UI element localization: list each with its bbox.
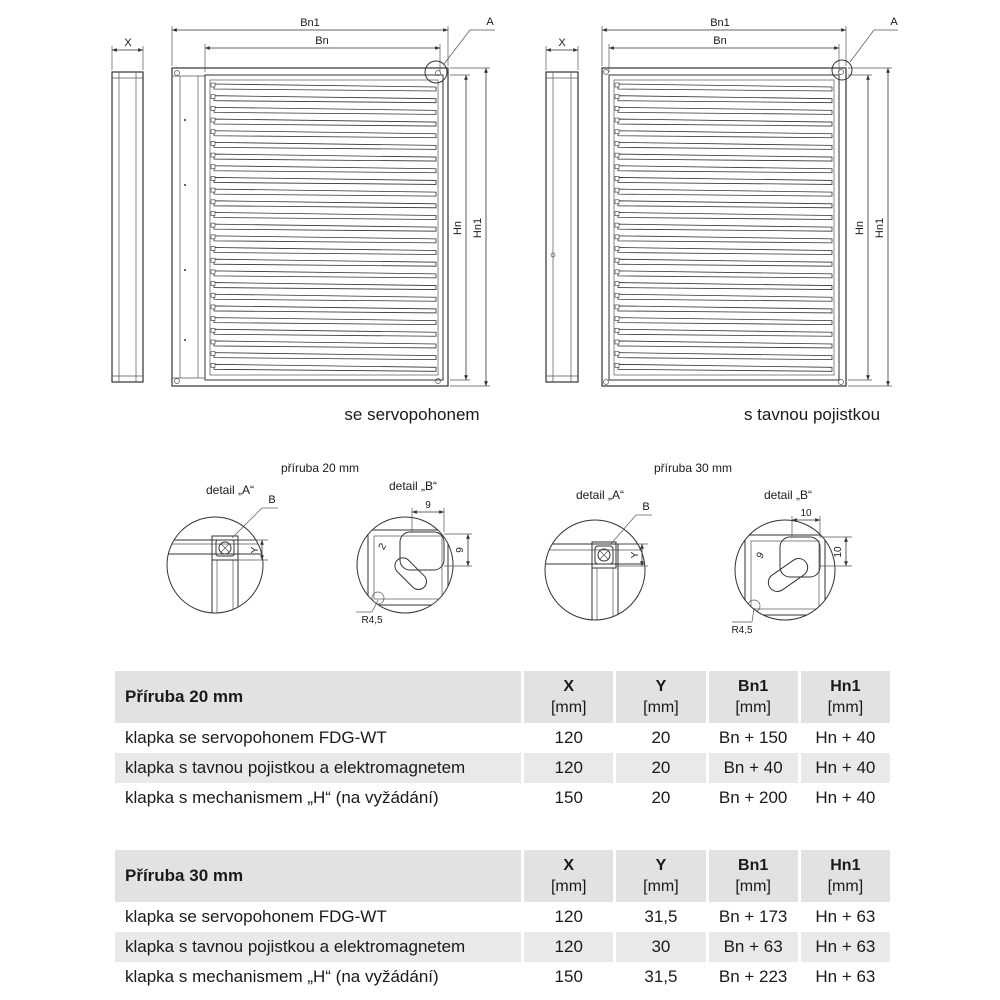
table-row (115, 902, 890, 932)
width-inner-label: Bn (315, 35, 329, 47)
blade-pivot (615, 165, 619, 169)
cell-y: 20 (616, 723, 708, 753)
blade-pivot (211, 83, 215, 87)
table-row (115, 783, 890, 813)
depth-label: X (558, 37, 566, 49)
blade-pivot (615, 293, 619, 297)
dim-b-width: 10 (800, 508, 812, 519)
cell-y: 20 (616, 783, 708, 813)
front-view (602, 68, 846, 386)
blade-pivot (615, 282, 619, 286)
spec-table-flange30 (115, 850, 890, 992)
blade-pivot (615, 247, 619, 251)
detail-a-label: detail „A“ (205, 483, 255, 497)
cell-hn1: Hn + 40 (801, 753, 890, 783)
detail-b-label: detail „B“ (763, 488, 813, 502)
col-header-hn1: Hn1 [mm] (801, 671, 890, 723)
blade-pivot (615, 258, 619, 262)
flange30-title: příruba 30 mm (653, 461, 733, 475)
dim-b-height: 9 (455, 547, 466, 553)
row-label: klapka s mechanismem „H“ (na vyžádání) (115, 962, 524, 992)
cell-hn1: Hn + 63 (815, 907, 876, 926)
col-header-bn1: Bn1 [mm] (709, 671, 801, 723)
side-view (112, 72, 143, 382)
blade-pivot (615, 305, 619, 309)
width-outer-label: Bn1 (710, 17, 730, 29)
cell-y: 30 (616, 932, 708, 962)
cell-bn1: Bn + 63 (709, 932, 801, 962)
blade-pivot (615, 235, 619, 239)
blade-pivot (211, 200, 215, 204)
height-inner-label: Hn (452, 220, 464, 236)
blade-pivot (211, 165, 215, 169)
blade-pivot (211, 106, 215, 110)
blade-pivot (615, 270, 619, 274)
blade-pivot (211, 328, 215, 332)
table-row (115, 932, 890, 962)
blade-pivot (615, 118, 619, 122)
row-label: klapka s mechanismem „H“ (na vyžádání) (115, 783, 524, 813)
blade-pivot (615, 340, 619, 344)
depth-label: X (124, 37, 132, 49)
blade-pivot (615, 141, 619, 145)
side-view (546, 72, 578, 382)
row-label: klapka s tavnou pojistkou a elektromagnetem (115, 753, 524, 783)
table-row (115, 962, 890, 992)
table-header-row (115, 850, 890, 902)
blade-pivot (615, 153, 619, 157)
blade-pivot (211, 317, 215, 321)
height-outer-label: Hn1 (874, 217, 886, 239)
blade-pivot (615, 95, 619, 99)
blade-pivot (211, 293, 215, 297)
blade-pivot (211, 223, 215, 227)
dim-y: Y (630, 551, 641, 559)
blade-pivot (211, 118, 215, 122)
dim-b-height: 10 (833, 546, 844, 558)
cell-y: 20 (616, 753, 708, 783)
cell-hn1: Hn + 40 (815, 788, 876, 807)
width-outer-label: Bn1 (300, 17, 320, 29)
cell-y: 31,5 (616, 962, 708, 992)
damper-servo-drawing (112, 16, 495, 424)
detail-a-ref: A (486, 16, 494, 28)
blade-pivot (211, 188, 215, 192)
flange20-title: příruba 20 mm (280, 461, 360, 475)
blade-pivot (615, 83, 619, 87)
detail-a-label: detail „A“ (575, 488, 625, 502)
detail-ref-b: B (642, 501, 650, 513)
blade-pivot (615, 352, 619, 356)
blade-pivot (211, 340, 215, 344)
table-row (115, 753, 890, 783)
blade-pivot (211, 363, 215, 367)
dim-b-depth: 9 (754, 550, 767, 561)
flange20-detail-b (356, 479, 472, 626)
blade-pivot (211, 211, 215, 215)
cell-x: 150 (524, 962, 616, 992)
blade-pivot (211, 153, 215, 157)
spec-table-flange20 (115, 671, 890, 813)
cell-bn1: Bn + 150 (709, 723, 801, 753)
cell-hn1: Hn + 40 (815, 728, 876, 747)
col-header-x: X [mm] (524, 671, 616, 723)
detail-b-label: detail „B“ (388, 479, 438, 493)
blade-pivot (211, 270, 215, 274)
table-row (115, 723, 890, 753)
table-title: Příruba 30 mm (115, 850, 524, 902)
cell-bn1: Bn + 200 (709, 783, 801, 813)
col-header-y: Y [mm] (616, 671, 708, 723)
caption-fuse: s tavnou pojistkou (743, 405, 881, 424)
flange30-detail-a (540, 488, 660, 634)
damper-fuse-drawing (546, 16, 898, 424)
row-label: klapka se servopohonem FDG-WT (115, 723, 524, 753)
col-header-y: Y [mm] (616, 850, 708, 902)
flange20-detail-a (160, 483, 280, 630)
blade-pivot (615, 317, 619, 321)
blade-pivot (615, 223, 619, 227)
cell-x: 120 (524, 932, 616, 962)
cell-hn1: Hn + 63 (801, 932, 890, 962)
dim-b-radius: R4,5 (361, 615, 383, 626)
blade-pivot (615, 188, 619, 192)
blade-pivot (211, 258, 215, 262)
blade-pivot (615, 130, 619, 134)
col-header-x: X [mm] (524, 850, 616, 902)
blade-pivot (211, 141, 215, 145)
height-inner-label: Hn (854, 220, 866, 236)
detail-a-ref: A (890, 16, 898, 28)
cell-y: 31,5 (616, 902, 708, 932)
flange30-detail-b (731, 488, 852, 636)
blade-pivot (211, 95, 215, 99)
dim-b-depth: 2 (376, 541, 389, 552)
cell-hn1: Hn + 63 (815, 967, 876, 986)
dim-b-radius: R4,5 (731, 625, 753, 636)
dim-y: Y (250, 546, 261, 554)
blade-pivot (615, 328, 619, 332)
blade-pivot (615, 363, 619, 367)
blade-pivot (211, 247, 215, 251)
dim-b-width: 9 (425, 500, 431, 511)
blade-pivot (211, 305, 215, 309)
blade-pivot (211, 282, 215, 286)
blade-pivot (615, 106, 619, 110)
cell-bn1: Bn + 223 (709, 962, 801, 992)
table-title: Příruba 20 mm (115, 671, 524, 723)
blade-pivot (211, 176, 215, 180)
blade-pivot (615, 200, 619, 204)
blade-pivot (211, 130, 215, 134)
col-header-hn1: Hn1 [mm] (801, 850, 890, 902)
blade-pivot (615, 176, 619, 180)
row-label: klapka s tavnou pojistkou a elektromagnetem (115, 932, 524, 962)
table-header-row (115, 671, 890, 723)
cell-x: 150 (524, 783, 616, 813)
detail-ref-b: B (268, 494, 276, 506)
cell-x: 120 (524, 723, 616, 753)
blade-pivot (211, 352, 215, 356)
width-inner-label: Bn (713, 35, 727, 47)
blade-pivot (615, 211, 619, 215)
front-view (172, 68, 448, 386)
caption-servo: se servopohonem (344, 405, 480, 424)
blade-pivot (211, 235, 215, 239)
height-outer-label: Hn1 (472, 217, 484, 239)
cell-bn1: Bn + 40 (709, 753, 801, 783)
row-label: klapka se servopohonem FDG-WT (115, 902, 524, 932)
cell-x: 120 (524, 753, 616, 783)
col-header-bn1: Bn1 [mm] (709, 850, 801, 902)
cell-bn1: Bn + 173 (709, 902, 801, 932)
cell-x: 120 (524, 902, 616, 932)
